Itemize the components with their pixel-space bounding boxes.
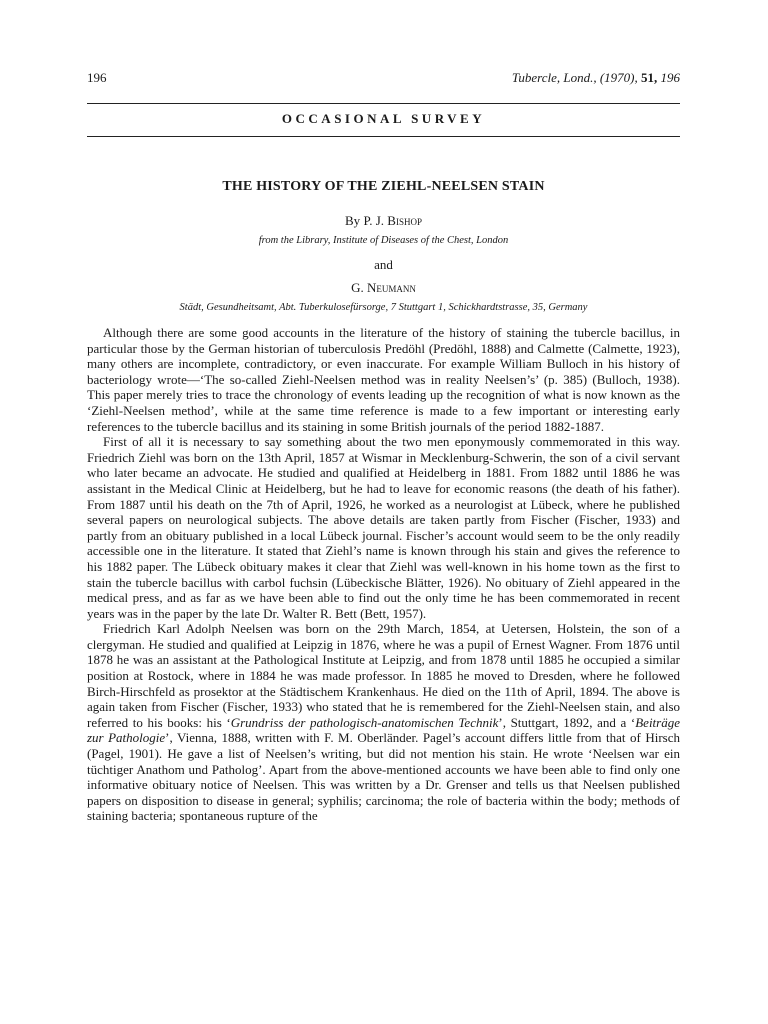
book-title-2: Beiträge zur Pathologie xyxy=(87,714,680,746)
paragraph-1: Although there are some good accounts in the literature of the history of staining the tubercle bacillus, in particular those by the German historian of tuberculosis Predöhl (Predöhl, 1888) and Calmette (Calmette, 1923), many others are incomplete, contradictory, or even inaccurate. For example William Bulloch in his history of bacteriology wrote—‘The so-called Ziehl-Neelsen method was in reality Neelsen’s’ (p. 385) (Bulloch, 1938). This paper merely tries to trace the chronology of events leading up the recognition of what is now known as the ‘Ziehl-Neelsen method’, while at the same time reference is made to a few important or interesting early references to the tubercle bacillus and its staining in some British journals of the period 1882-1887. xyxy=(87,325,680,434)
and-label: and xyxy=(374,257,393,272)
top-rule xyxy=(87,103,680,104)
author-1-initials: P. J. xyxy=(363,213,385,228)
paragraph-2: First of all it is necessary to say something about the two men eponymously commemorated in this way. Friedrich Ziehl was born on the 13th April, 1857 at Wismar in Mecklenburg-Schwerin, the son of a civil servant who later became an advocate. He studied and qualified at Heidelberg in 1881. From 1882 until 1886 he was assistant in the Medical Clinic at Heidelberg, but he had to leave for economic reasons (the death of his father). From 1887 until his death on the 7th of April, 1926, he worked as a neurologist at Lübeck, where he published several papers on neurological subjects. The above details are taken partly from Fischer (Fischer, 1933) and partly from an obituary published in a local Lübeck journal. Fischer’s account would seem to be the only readily accessible one in the literature. It stated that Ziehl’s name is known through his stain and gives the reference to his 1882 paper. The Lübeck obituary makes it clear that Ziehl was well-known in his home town as the first to stain the tubercle bacillus with carbol fuchsin (Lübeckische Blätter, 1926). No obituary of Ziehl appeared in the medical press, and as far as we have been able to find out the only time he has been commemorated in recent years was in the paper by the late Dr. Walter R. Bett (Bett, 1957). xyxy=(87,434,680,621)
author-2-initials: G. xyxy=(351,280,364,295)
by-label: By xyxy=(345,213,361,228)
author-1 xyxy=(87,213,680,229)
author-1-surname: Bishop xyxy=(387,213,422,228)
paragraph-3-text-b: ’, Stuttgart, 1892, and a ‘ xyxy=(498,714,636,730)
running-head xyxy=(87,70,680,86)
article-body xyxy=(87,325,680,824)
bottom-rule xyxy=(87,136,680,137)
paragraph-3-text-c: ’, Vienna, 1888, written with F. M. Oberländer. Pagel’s account differs little from that of Hirsch (Pagel, 1901). He gave a list of Neelsen’s writing, but did not mention his stain. He wrote ‘Neelsen war ein tüchtiger Anathom und Patholog’. Apart from the above-mentioned accounts we have been able to find only one informative obituary notice of Neelsen. This was written by a Dr. Grenser and tells us that Neelsen published papers on disposition to disease in general; syphilis; carcinoma; the role of bacteria within the body; methods of staining bacteria; spontaneous rupture of the xyxy=(87,730,680,824)
author-2-affiliation: Städt, Gesundheitsamt, Abt. Tuberkulosefürsorge, 7 Stuttgart 1, Schickhardtstrasse, 35, Germany xyxy=(179,302,588,313)
page-number: 196 xyxy=(87,70,107,85)
journal-year: (1970), xyxy=(599,70,638,85)
journal-page: 196 xyxy=(660,70,680,85)
journal-citation xyxy=(512,70,680,86)
author-1-affiliation: from the Library, Institute of Diseases of the Chest, London xyxy=(258,235,509,246)
author-2-surname: Neumann xyxy=(367,280,416,295)
paragraph-3-text-a: Friedrich Karl Adolph Neelsen was born on the 29th March, 1854, at Uetersen, Holstein, the son of a clergyman. He studied and qualified at Leipzig in 1876, where he was a pupil of Ernest Wagner. From 1876 until 1878 he was an assistant at the Pathological Institute at Leipzig, and from 1878 until 1885 he occupied a similar position at Rostock, where in 1884 he was made professor. In 1885 he moved to Dresden, where he followed Birch-Hirschfeld as prosektor at the Städtischem Krankenhaus. He died on the 11th of April, 1894. The above is again taken from Fischer (Fischer, 1933) who stated that he is remembered for the Ziehl-Neelsen stain, and also referred to his books: his ‘ xyxy=(87,621,680,730)
journal-name: Tubercle, Lond., xyxy=(511,70,597,85)
article-title: THE HISTORY OF THE ZIEHL-NEELSEN STAIN xyxy=(222,179,545,194)
journal-volume: 51, xyxy=(641,70,658,85)
section-label: OCCASIONAL SURVEY xyxy=(281,111,486,126)
author-2 xyxy=(87,280,680,296)
paragraph-3 xyxy=(87,621,680,824)
book-title-1: Grundriss der pathologisch-anatomischen Technik xyxy=(230,714,499,730)
